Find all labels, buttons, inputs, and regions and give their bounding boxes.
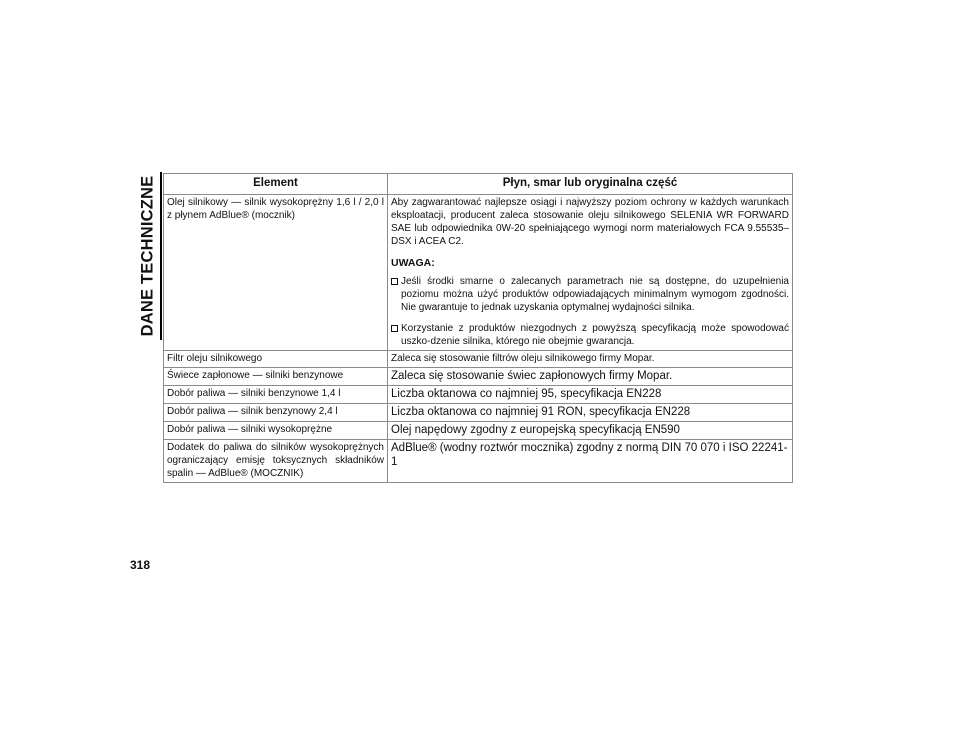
- row-element-cell: Świece zapłonowe — silniki benzynowe: [164, 368, 388, 386]
- table-row: [164, 368, 793, 386]
- checkbox-bullet-icon: [391, 278, 398, 285]
- row-value-cell: AdBlue® (wodny roztwór mocznika) zgodny z normą DIN 70 070 i ISO 22241-1: [388, 440, 793, 483]
- note-text: Jeśli środki smarne o zalecanych parametrach nie są dostępne, do uzupełnienia poziomu można użyć produktów odpowiadających minimalnym wymogom zgodności. Nie gwarantuje to jednak uzyskania optymalnej wydajności silnika.: [401, 276, 789, 313]
- row-value-cell: Olej napędowy zgodny z europejską specyfikacją EN590: [388, 422, 793, 440]
- note-item: [391, 322, 789, 348]
- table-row: [164, 195, 793, 351]
- header-fluid: Płyn, smar lub oryginalna część: [388, 174, 793, 195]
- oil-recommendation-text: Aby zagwarantować najlepsze osiągi i najwyższy poziom ochrony w każdych warunkach eksploatacji, producent zaleca stosowanie oleju silnikowego SELENIA WR FORWARD SAE lub odpowiednika 0W-20 spełniającego wymogi norm materiałowych FCA 9.55535–DSX i ACEA C2.: [391, 197, 789, 247]
- row-element-cell: Dobór paliwa — silniki wysokoprężne: [164, 422, 388, 440]
- table-row: [164, 422, 793, 440]
- table-row: [164, 386, 793, 404]
- row-value-cell: Zaleca się stosowanie filtrów oleju silnikowego firmy Mopar.: [388, 351, 793, 368]
- table-header-row: [164, 174, 793, 195]
- side-divider: [160, 172, 162, 340]
- note-item: [391, 275, 789, 314]
- row-value-cell: Liczba oktanowa co najmniej 95, specyfikacja EN228: [388, 386, 793, 404]
- row-element-cell: Dobór paliwa — silnik benzynowy 2,4 l: [164, 404, 388, 422]
- table-row: [164, 351, 793, 368]
- row-element-cell: Dobór paliwa — silniki benzynowe 1,4 l: [164, 386, 388, 404]
- section-title-text: DANE TECHNICZNE: [138, 175, 157, 337]
- note-text: Korzystanie z produktów niezgodnych z powyższą specyfikacją może spowodować uszko-dzenie silnika, którego nie obejmie gwarancja.: [401, 323, 789, 347]
- section-side-title: [135, 172, 161, 340]
- specification-table: [163, 173, 793, 483]
- table-row: [164, 440, 793, 483]
- table-row: [164, 404, 793, 422]
- row-element-cell: Olej silnikowy — silnik wysokoprężny 1,6 l / 2,0 l z płynem AdBlue® (mocznik): [164, 195, 388, 351]
- page-number: 318: [130, 558, 151, 572]
- checkbox-bullet-icon: [391, 325, 398, 332]
- note-heading: UWAGA:: [391, 257, 435, 269]
- row-value-cell: Liczba oktanowa co najmniej 91 RON, specyfikacja EN228: [388, 404, 793, 422]
- row-element-cell: Dodatek do paliwa do silników wysokoprężnych ograniczający emisję toksycznych składników spalin — AdBlue® (MOCZNIK): [164, 440, 388, 483]
- header-element: Element: [164, 174, 388, 195]
- row-value-cell: Zaleca się stosowanie świec zapłonowych firmy Mopar.: [388, 368, 793, 386]
- row-value-cell: [388, 195, 793, 351]
- row-element-cell: Filtr oleju silnikowego: [164, 351, 388, 368]
